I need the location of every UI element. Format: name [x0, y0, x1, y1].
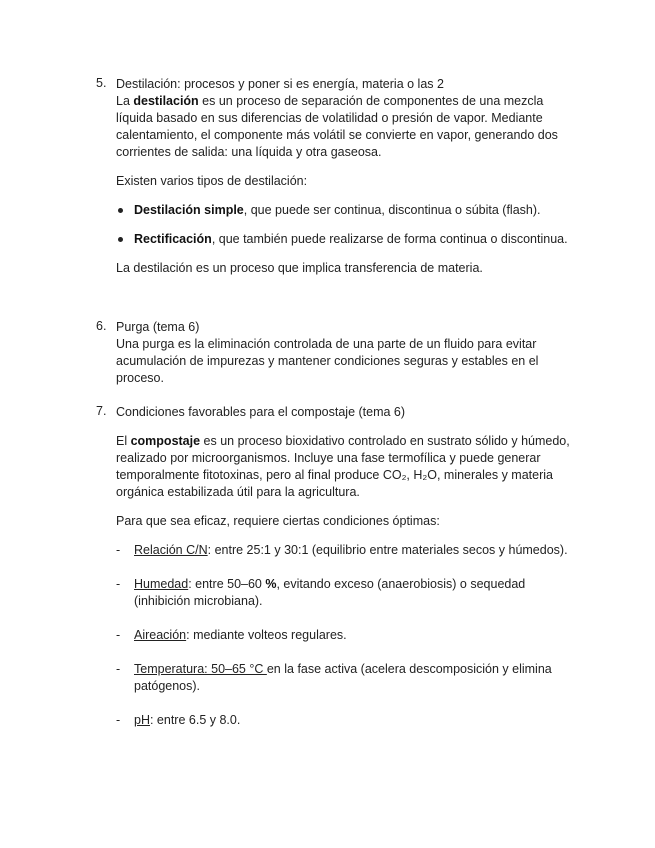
section-number: 6.	[96, 319, 107, 333]
list-item: - Aireación: mediante volteos regulares.	[116, 628, 347, 642]
list-item: - Humedad: entre 50–60 %, evitando exceso (anaerobiosis) o sequedad (inhibición microbiana).	[116, 577, 526, 608]
dash-marker: -	[116, 543, 121, 557]
section-title: Destilación: procesos y poner si es energía, materia o las 2	[116, 77, 444, 91]
section-title: Condiciones favorables para el compostaje (tema 6)	[116, 405, 406, 419]
section-number: 5.	[96, 76, 107, 90]
paragraph: Una purga es la eliminación controlada de una parte de un fluido para evitar acumulación de impurezas y mantener condiciones seguras y estables en el proceso.	[116, 337, 539, 385]
dash-marker: -	[116, 628, 121, 642]
bullet-icon	[118, 208, 123, 213]
section-title: Purga (tema 6)	[116, 320, 200, 334]
list-item: Rectificación, que también puede realizarse de forma continua o discontinua.	[96, 231, 576, 248]
bold-term: destilación	[133, 94, 199, 108]
paragraph: La destilación es un proceso de separación de componentes de una mezcla líquida basado en sus diferencias de volatilidad o presión de vapor. Mediante calentamiento, el componente más volátil se convierte en vapor, generando dos corrientes de salida: una líquida y otra gaseosa.	[116, 94, 558, 159]
list-item: - Temperatura: 50–65 °C en la fase activa (acelera descomposición y elimina patógenos).	[116, 662, 552, 693]
bullet-list	[96, 202, 576, 248]
paragraph: La destilación es un proceso que implica transferencia de materia.	[116, 261, 483, 275]
list-item: - Relación C/N: entre 25:1 y 30:1 (equilibrio entre materiales secos y húmedos).	[116, 543, 568, 557]
dash-marker: -	[116, 713, 121, 727]
section-7	[96, 404, 576, 729]
paragraph: Para que sea eficaz, requiere ciertas condiciones óptimas:	[116, 514, 440, 528]
condition-list	[96, 542, 576, 729]
list-item: Destilación simple, que puede ser continua, discontinua o súbita (flash).	[96, 202, 576, 219]
section-5	[96, 76, 576, 277]
dash-marker: -	[116, 662, 121, 676]
section-6	[96, 319, 576, 387]
dash-marker: -	[116, 577, 121, 591]
bullet-icon	[118, 237, 123, 242]
section-number: 7.	[96, 404, 107, 418]
paragraph: Existen varios tipos de destilación:	[116, 174, 308, 188]
list-item: - pH: entre 6.5 y 8.0.	[116, 713, 241, 727]
paragraph: El compostaje es un proceso bioxidativo controlado en sustrato sólido y húmedo, realizado por microorganismos. Incluye una fase termofílica y puede generar temporalmente fitotoxinas, pero al final produce CO₂, H₂O, minerales y materia orgánica estabilizada útil para la agricultura.	[116, 434, 570, 499]
bold-term: compostaje	[130, 434, 201, 448]
